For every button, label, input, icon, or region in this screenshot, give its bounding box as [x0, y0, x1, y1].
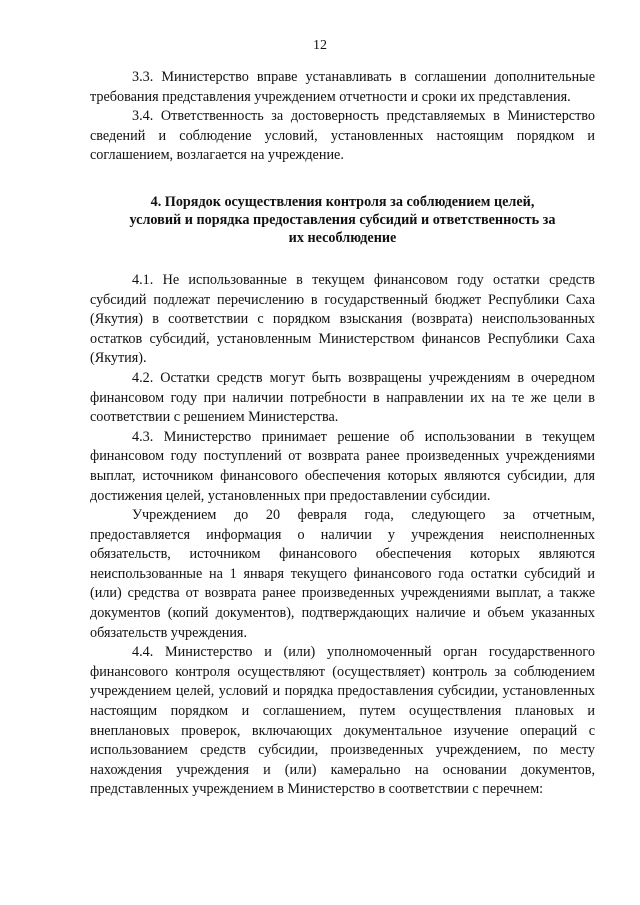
- section-heading: 4. Порядок осуществления контроля за соблюдением целей, условий и порядка предоставления субсидий и ответственность за их несоблюдение: [129, 193, 556, 246]
- paragraph-4-2: 4.2. Остатки средств могут быть возвращены учреждениям в очередном финансовом году при наличии потребности в направлении их на те же цели в соответствии с решением Министерства.: [90, 369, 595, 426]
- document-body: [90, 68, 595, 800]
- paragraph-4-3: 4.3. Министерство принимает решение об использовании в текущем финансовом году поступлений от возврата ранее произведенных учреждениями выплат, источником финансового обеспечения которых являются субсидии, для достижения целей, установленных при предоставлении субсидии.: [90, 428, 595, 504]
- page-number: 12: [313, 38, 327, 53]
- paragraph-3-4: 3.4. Ответственность за достоверность представляемых в Министерство сведений и соблюдение условий, установленных настоящим порядком и соглашением, возлагается на учреждение.: [90, 108, 595, 164]
- paragraph-4-3-info: Учреждением до 20 февраля года, следующего за отчетным, предоставляется информация о наличии у учреждения неисполненных обязательств, источником финансового обеспечения которых являются неиспользованные на 1 января текущего финансового года остатки субсидий и (или) средства от возврата ранее произведенных учреждениями выплат, а также документов (копий документов), подтверждающих наличие и объем указанных обязательств учреждения.: [90, 507, 595, 641]
- paragraph-4-4: 4.4. Министерство и (или) уполномоченный орган государственного финансового контроля осуществляют (осуществляет) контроль за соблюдением учреждением целей, условий и порядка предоставления субсидии, установленных настоящим порядком и соглашением, путем осуществления плановых и внеплановых проверок, включающих документальное изучение операций с использованием средств субсидии, произведенных учреждением, по месту нахождения учреждения и (или) камерально на основании документов, представленных учреждением в Министерство в соответствии с перечнем:: [90, 644, 595, 798]
- paragraph-4-1: 4.1. Не использованные в текущем финансовом году остатки средств субсидий подлежат перечислению в государственный бюджет Республики Саха (Якутия) в соответствии с порядком взыскания (возврата) неиспользованных остатков субсидий, установленным Министерством финансов Республики Саха (Якутия).: [90, 271, 595, 367]
- paragraph-3-3: 3.3. Министерство вправе устанавливать в соглашении дополнительные требования представления учреждением отчетности и сроки их представления.: [90, 69, 595, 105]
